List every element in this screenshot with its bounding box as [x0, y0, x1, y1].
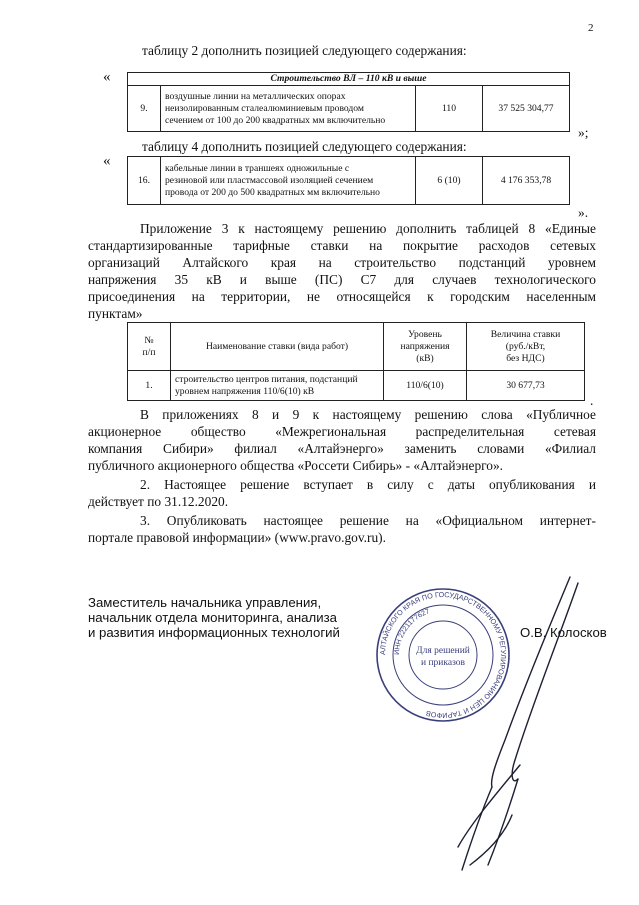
paragraph-line: публичного акционерного общества «Россети Сибирь» - «Алтайэнерго».: [88, 458, 504, 473]
table4-row-rate: 4 176 353,78: [483, 157, 570, 205]
paragraph-line: Приложение 3 к настоящему решению дополнить таблицей 8 «Единые: [140, 221, 596, 236]
table4-desc-line: провода от 200 до 500 квадратных мм включительно: [165, 186, 380, 198]
table4-addition: [127, 156, 570, 205]
close-quote-t4: ».: [578, 205, 589, 220]
paragraph-line: 3. Опубликовать настоящее решение на «Официальном интернет-: [140, 513, 596, 528]
paragraph-line: пунктам»: [88, 306, 143, 321]
position-line: Заместитель начальника управления,: [88, 595, 322, 610]
table2-desc-line: воздушные линии на металлических опорах: [165, 90, 346, 102]
table2-desc-line: сечением от 100 до 200 квадратных мм включительно: [165, 114, 386, 126]
stamp-center-line: и приказов: [421, 658, 465, 668]
item3-paragraph: [88, 512, 596, 546]
table4-row-desc: [161, 157, 416, 205]
close-quote-t2: »;: [578, 125, 589, 140]
appendix89-paragraph: [88, 406, 596, 474]
paragraph-line: действует по 31.12.2020.: [88, 494, 229, 509]
table4-row-num: 16.: [128, 157, 161, 205]
intro-table4: таблицу 4 дополнить позицией следующего содержания:: [142, 139, 467, 154]
paragraph-line: организаций Алтайского края на строительство подстанций уровнем: [88, 255, 596, 270]
header-line: без НДС): [506, 352, 545, 364]
paragraph-line: 2. Настоящее решение вступает в силу с даты опубликования и: [140, 477, 596, 492]
intro-table2: таблицу 2 дополнить позицией следующего содержания:: [142, 43, 467, 58]
table2-desc-line: неизолированным сталеалюминиевым проводом: [165, 102, 364, 114]
paragraph-line: присоединения на территории, не относящейся к городским населенным: [88, 289, 596, 304]
stamp-outer-text: АЛТАЙСКОГО КРАЯ ПО ГОСУДАРСТВЕННОМУ РЕГУЛИРОВАНИЮ ЦЕН И ТАРИФОВ: [377, 589, 509, 721]
handwritten-signature: [400, 565, 610, 885]
table8-header-num: [128, 323, 171, 371]
table8-row-num: 1.: [128, 371, 171, 401]
header-line: п/п: [142, 346, 156, 358]
stamp-inner-text: ИНН 2221177627: [393, 608, 431, 656]
paragraph-line: В приложениях 8 и 9 к настоящему решению слова «Публичное: [140, 407, 596, 422]
signatory-name: О.В. Колосков: [520, 625, 607, 640]
table8-row-rate: 30 677,73: [467, 371, 585, 401]
table8-header-name: Наименование ставки (вида работ): [171, 323, 384, 371]
header-line: №: [144, 334, 154, 346]
position-line: начальник отдела мониторинга, анализа: [88, 610, 337, 625]
table8-row-desc: [171, 371, 384, 401]
open-quote-t4: «: [103, 153, 111, 169]
table2-row-desc: [161, 86, 416, 132]
table8-desc-line: строительство центров питания, подстанций: [175, 373, 358, 385]
table8-header-voltage: [384, 323, 467, 371]
stamp-center-line: Для решений: [416, 646, 470, 656]
item2-paragraph: [88, 476, 596, 510]
table2-addition: [127, 72, 570, 132]
table8-period: .: [590, 393, 594, 408]
paragraph-line: стандартизированные тарифные ставки на покрытие расходов сетевых: [88, 238, 596, 253]
table8-row-voltage: 110/6(10): [384, 371, 467, 401]
header-line: (руб./кВт,: [505, 340, 546, 352]
header-line: Величина ставки: [490, 328, 561, 340]
page-number: 2: [588, 22, 594, 34]
table8-header-rate: [467, 323, 585, 371]
table2-title: Строительство ВЛ – 110 кВ и выше: [128, 73, 570, 86]
header-line: Уровень: [408, 328, 442, 340]
table8: [127, 322, 585, 401]
table4-row-voltage: 6 (10): [416, 157, 483, 205]
paragraph-line: акционерное общество «Межрегиональная распределительная сетевая: [88, 424, 596, 439]
header-line: (кВ): [416, 352, 434, 364]
signatory-position: [88, 595, 340, 640]
paragraph-line: компания Сибири» филиал «Алтайэнерго» заменить словами «Филиал: [88, 441, 596, 456]
open-quote-t2: «: [103, 69, 111, 85]
header-line: напряжения: [400, 340, 450, 352]
paragraph-line: портале правовой информации» (www.pravo.gov.ru).: [88, 530, 386, 545]
table8-desc-line: уровнем напряжения 110/6(10) кВ: [175, 385, 315, 397]
table2-row-voltage: 110: [416, 86, 483, 132]
position-line: и развития информационных технологий: [88, 625, 340, 640]
table4-desc-line: кабельные линии в траншеях одножильные с: [165, 162, 350, 174]
appendix3-paragraph: [88, 220, 596, 322]
table2-row-num: 9.: [128, 86, 161, 132]
table2-row-rate: 37 525 304,77: [483, 86, 570, 132]
table4-desc-line: резиновой или пластмассовой изоляцией сечением: [165, 174, 374, 186]
paragraph-line: напряжения 35 кВ и выше (ПС) С7 для случаев технологического: [88, 272, 596, 287]
